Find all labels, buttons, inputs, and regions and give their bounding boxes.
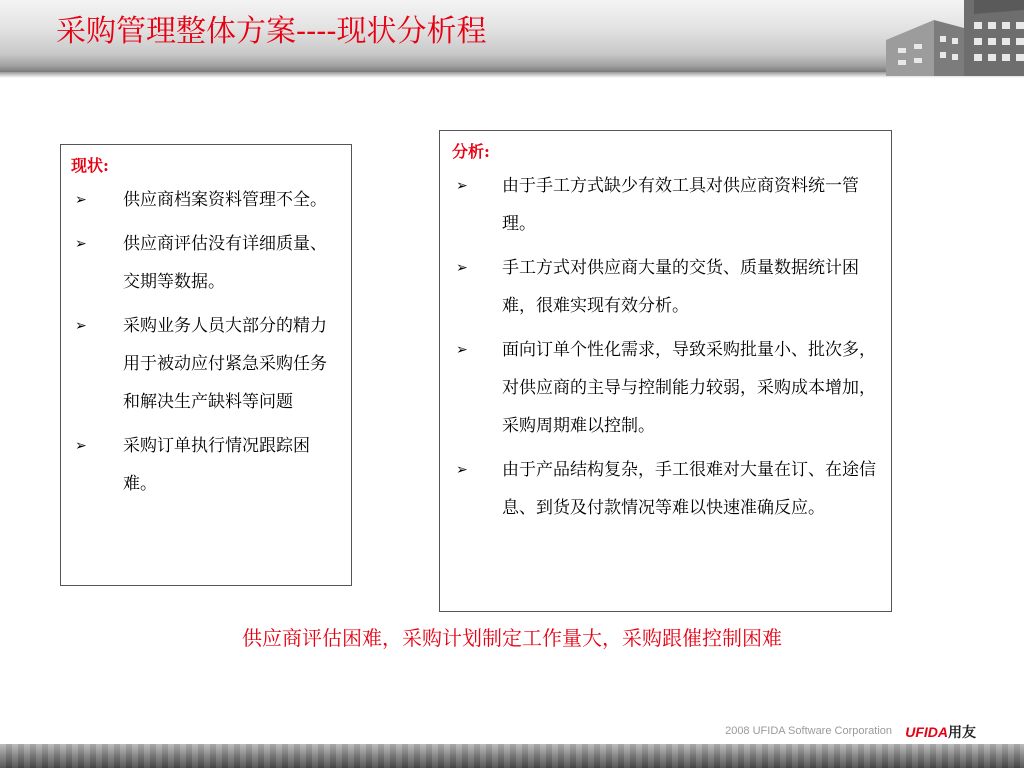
copyright-text: 2008 UFIDA Software Corporation <box>725 725 892 737</box>
list-item <box>71 307 341 421</box>
status-item-text: 采购业务人员大部分的精力用于被动应付紧急采购任务和解决生产缺料等问题 <box>123 316 327 412</box>
building-image <box>824 0 1024 76</box>
logo-en: UFIDA <box>905 724 948 740</box>
status-item-text: 供应商评估没有详细质量、交期等数据。 <box>123 234 327 292</box>
list-item <box>71 225 341 301</box>
list-item <box>452 451 881 527</box>
status-item-text: 供应商档案资料管理不全。 <box>123 190 327 210</box>
analysis-list <box>452 167 881 527</box>
summary-text: 供应商评估困难，采购计划制定工作量大，采购跟催控制困难 <box>242 626 782 650</box>
arrow-bullet-icon: ➢ <box>75 318 87 334</box>
arrow-bullet-icon: ➢ <box>75 192 87 208</box>
analysis-heading: 分析: <box>452 142 490 161</box>
footer-stripes <box>0 744 1024 768</box>
analysis-box <box>439 130 892 612</box>
analysis-item-text: 由于手工方式缺少有效工具对供应商资料统一管理。 <box>502 176 859 234</box>
arrow-bullet-icon: ➢ <box>75 438 87 454</box>
list-item <box>452 167 881 243</box>
analysis-item-text: 面向订单个性化需求，导致采购批量小、批次多，对供应商的主导与控制能力较弱，采购成本增加，采购周期难以控制。 <box>502 340 876 436</box>
list-item <box>71 181 341 219</box>
status-item-text: 采购订单执行情况跟踪困难。 <box>123 436 310 494</box>
arrow-bullet-icon: ➢ <box>456 178 468 194</box>
list-item <box>71 427 341 503</box>
logo-cn: 用友 <box>948 725 976 741</box>
status-box <box>60 144 352 586</box>
arrow-bullet-icon: ➢ <box>456 260 468 276</box>
ufida-logo <box>905 722 976 742</box>
building-illustration <box>824 0 1024 76</box>
arrow-bullet-icon: ➢ <box>456 342 468 358</box>
analysis-item-text: 手工方式对供应商大量的交货、质量数据统计困难，很难实现有效分析。 <box>502 258 859 316</box>
arrow-bullet-icon: ➢ <box>75 236 87 252</box>
list-item <box>452 249 881 325</box>
arrow-bullet-icon: ➢ <box>456 462 468 478</box>
analysis-item-text: 由于产品结构复杂，手工很难对大量在订、在途信息、到货及付款情况等难以快速准确反应。 <box>502 460 876 518</box>
page-title: 采购管理整体方案----现状分析程 <box>56 14 487 49</box>
list-item <box>452 331 881 445</box>
status-list <box>71 181 341 503</box>
status-heading: 现状: <box>71 156 109 175</box>
